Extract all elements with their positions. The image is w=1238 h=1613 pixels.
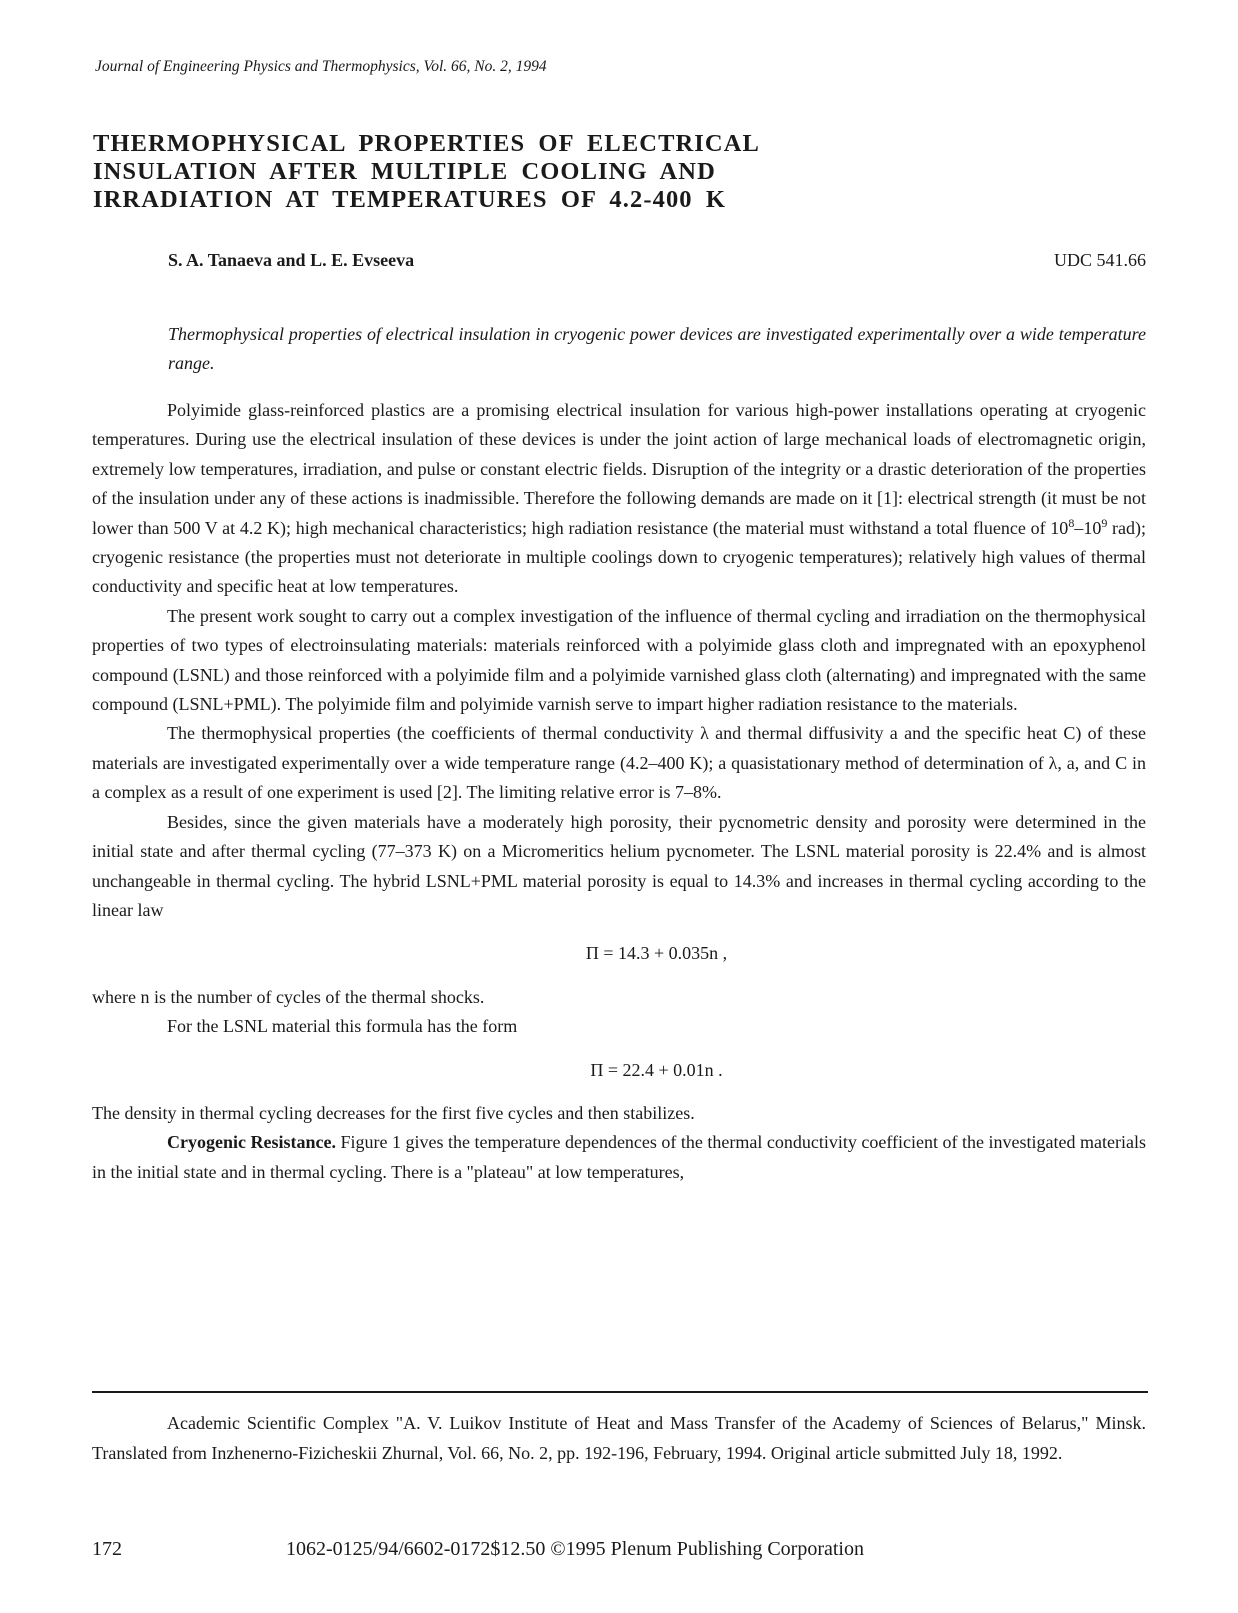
paragraph: For the LSNL material this formula has the form [167, 1016, 518, 1037]
equation: Π = 14.3 + 0.035n , [585, 943, 728, 964]
paragraph-text: rad); cryogenic resistance (the properties must not deteriorate in multiple coolings down to cryogenic temperatures); relatively high values of thermal conductivity and specific heat at low temperatures. [92, 517, 1146, 597]
article-title [93, 130, 813, 214]
paragraph: where n is the number of cycles of the thermal shocks. [92, 986, 485, 1007]
superscript: 9 [1101, 515, 1108, 530]
footnote-text: Academic Scientific Complex "A. V. Luikov Institute of Heat and Mass Transfer of the Academy of Sciences of Belarus," Minsk. Translated from Inzhenerno-Fizicheskii Zhurnal, Vol. 66, No. 2, pp. 192-196, February, 1994. Original article submitted July 18, 1992. [92, 1413, 1146, 1463]
paragraph [92, 396, 1146, 602]
page-number: 172 [92, 1538, 122, 1560]
paragraph: The present work sought to carry out a complex investigation of the influence of thermal cycling and irradiation on the thermophysical properties of two types of electroinsulating materials: materials reinforced with a polyimide glass cloth and impregnated with an epoxyphenol compound (LSNL) and those reinforced with a polyimide film and a polyimide varnished glass cloth (alternating) and impregnated with the same compound (LSNL+PML). The polyimide film and polyimide varnish serve to impart higher radiation resistance to the materials. [92, 605, 1146, 715]
footnote-divider [92, 1391, 1148, 1393]
title-line: INSULATION AFTER MULTIPLE COOLING AND [93, 158, 716, 185]
paragraph-text: –10 [1074, 517, 1102, 538]
equation: Π = 22.4 + 0.01n . [590, 1059, 723, 1080]
superscript: 8 [1068, 515, 1075, 530]
journal-header: Journal of Engineering Physics and Thermophysics, Vol. 66, No. 2, 1994 [95, 58, 547, 75]
authors: S. A. Tanaeva and L. E. Evseeva [168, 250, 415, 270]
paragraph: The density in thermal cycling decreases for the first five cycles and then stabilizes. [92, 1102, 695, 1123]
udc-code: UDC 541.66 [1053, 250, 1146, 270]
paragraph: Besides, since the given materials have a moderately high porosity, their pycnometric density and porosity were determined in the initial state and after thermal cycling (77–373 K) on a Micromeritics helium pycnometer. The LSNL material porosity is 22.4% and is almost unchangeable in thermal cycling. The hybrid LSNL+PML material porosity is equal to 14.3% and increases in thermal cycling according to the linear law [92, 811, 1146, 920]
abstract: Thermophysical properties of electrical insulation in cryogenic power devices are investigated experimentally over a wide temperature range. [168, 324, 1146, 373]
copyright-line: 1062-0125/94/6602-0172$12.50 ©1995 Plenum Publishing Corporation [286, 1538, 864, 1560]
paragraph: The thermophysical properties (the coefficients of thermal conductivity λ and thermal diffusivity a and the specific heat C) of these materials are investigated experimentally over a wide temperature range (4.2–400 K); a quasistationary method of determination of λ, a, and C in a complex as a result of one experiment is used [2]. The limiting relative error is 7–8%. [92, 723, 1146, 803]
section-heading: Cryogenic Resistance. [167, 1132, 336, 1153]
article-body [92, 396, 1146, 1187]
title-line: THERMOPHYSICAL PROPERTIES OF ELECTRICAL [93, 130, 760, 157]
paragraph [92, 1128, 1146, 1187]
footnote [92, 1409, 1146, 1468]
paragraph-text: Figure 1 gives the temperature dependences of the thermal conductivity coefficient of the investigated materials in the initial state and in thermal cycling. There is a "plateau" at low temperatures, [92, 1132, 1146, 1182]
title-line: IRRADIATION AT TEMPERATURES OF 4.2-400 K [93, 186, 727, 213]
paragraph-text: Polyimide glass-reinforced plastics are a promising electrical insulation for various high-power installations operating at cryogenic temperatures. During use the electrical insulation of these devices is under the joint action of large mechanical loads of electromagnetic origin, extremely low temperatures, irradiation, and pulse or constant electric fields. Disruption of the integrity or a drastic deterioration of the properties of the insulation under any of these actions is inadmissible. Therefore the following demands are made on it [1]: electrical strength (it must be not lower than 500 V at 4.2 K); high mechanical characteristics; high radiation resistance (the material must withstand a total fluence of 10 [92, 400, 1146, 538]
